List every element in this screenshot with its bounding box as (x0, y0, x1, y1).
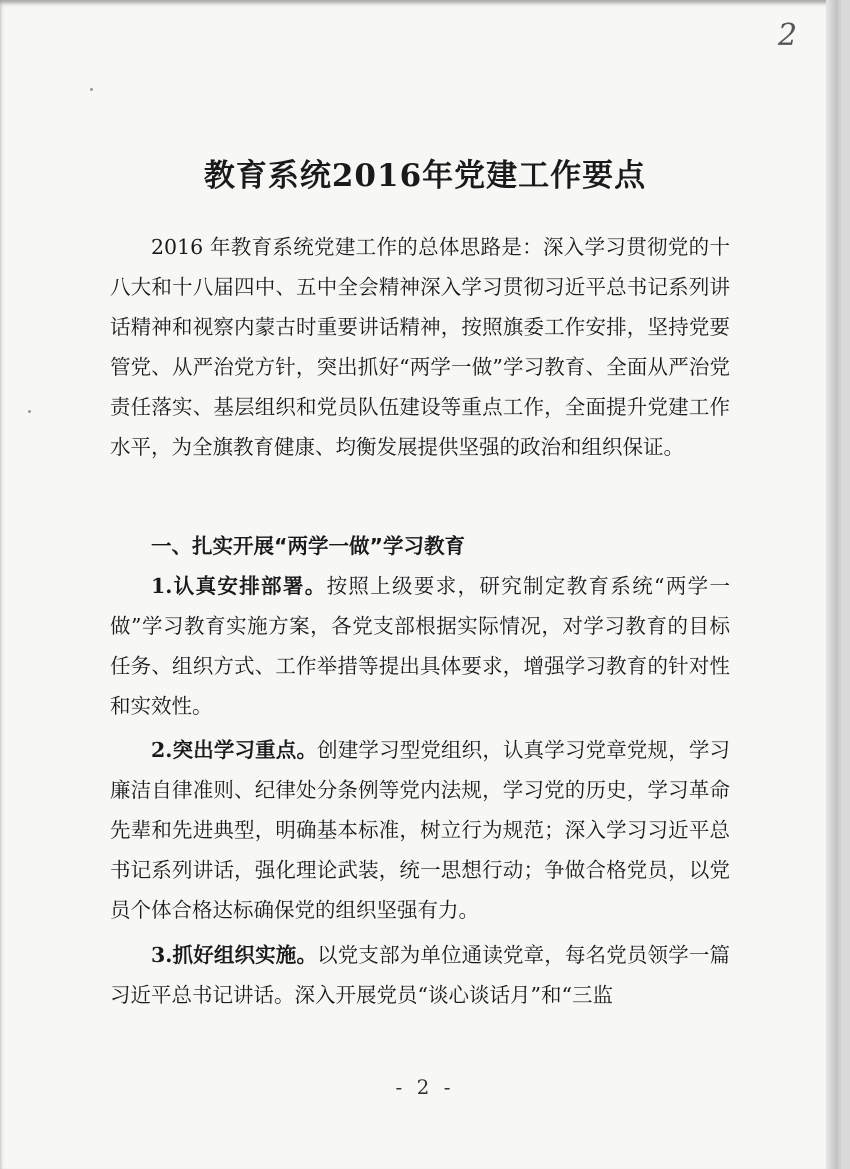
scan-speck (90, 88, 93, 91)
item-paragraph (110, 566, 730, 726)
section-1-heading-block (110, 526, 730, 566)
intro-paragraph: 2016 年教育系统党建工作的总体思路是：深入学习贯彻党的十八大和十八届四中、五中全会精神深入学习贯彻习近平总书记系列讲话精神和视察内蒙古时重要讲话精神，按照旗委工作安排，坚持党要管党、从严治党方针，突出抓好“两学一做”学习教育、全面从严治党责任落实、基层组织和党员队伍建设等重点工作，全面提升党建工作水平，为全旗教育健康、均衡发展提供坚强的政治和组织保证。 (110, 235, 730, 459)
item-1-block (110, 566, 730, 726)
item-text: 以党支部为单位通读党章，每名党员领学一篇习近平总书记讲话。深入开展党员“谈心谈话月”和“三监 (110, 943, 731, 1007)
scan-speck (28, 410, 31, 413)
item-text: 创建学习型党组织，认真学习党章党规，学习廉洁自律准则、纪律处分条例等党内法规，学习党的历史，学习革命先辈和先进典型，明确基本标准，树立行为规范；深入学习习近平总书记系列讲话，强化理论武装，统一思想行动；争做合格党员，以党员个体合格达标确保党的组织坚强有力。 (110, 738, 731, 922)
item-lead: 3.抓好组织实施。 (151, 943, 318, 967)
section-1-heading: 一、扎实开展“两学一做”学习教育 (151, 534, 465, 558)
item-lead: 1.认真安排部署。 (151, 574, 327, 598)
item-paragraph (110, 730, 730, 930)
item-text: 按照上级要求，研究制定教育系统“两学一做”学习教育实施方案，各党支部根据实际情况，对学习教育的目标任务、组织方式、工作举措等提出具体要求，增强学习教育的针对性和实效性。 (110, 574, 731, 718)
item-3-block (110, 935, 730, 1015)
item-2-block (110, 730, 730, 930)
intro-block (110, 227, 730, 467)
item-lead: 2.突出学习重点。 (151, 738, 318, 762)
item-paragraph (110, 935, 730, 1015)
footer-page-number: - 2 - (395, 1075, 455, 1099)
handwritten-page-number: 2 (778, 18, 798, 53)
document-title: 教育系统2016年党建工作要点 (203, 158, 647, 194)
